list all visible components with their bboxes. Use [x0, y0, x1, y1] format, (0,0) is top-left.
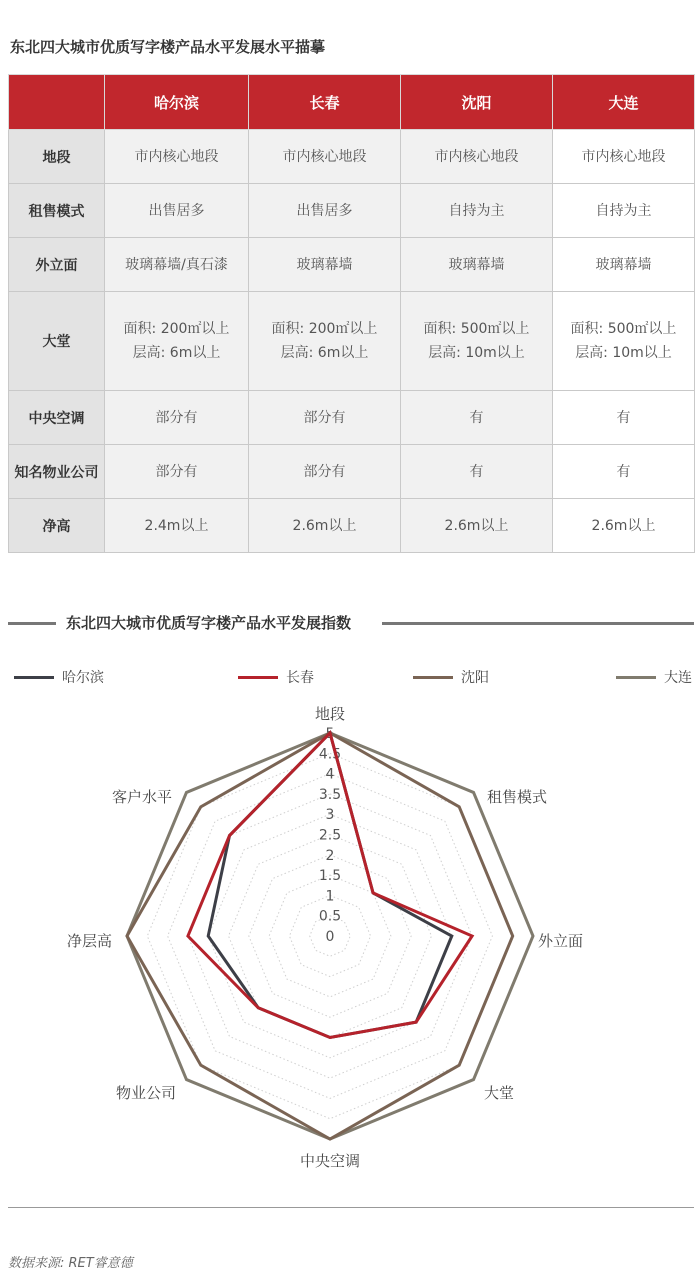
category-label: 客户水平	[111, 788, 172, 806]
table-cell	[249, 292, 401, 391]
table-row	[9, 499, 695, 553]
category-label: 中央空调	[299, 1152, 361, 1170]
column-header: 哈尔滨	[105, 75, 249, 130]
table-cell	[249, 130, 401, 184]
cell-text: 部分有	[303, 463, 346, 480]
table-row	[9, 130, 695, 184]
cell-text: 玻璃幕墙	[448, 256, 505, 273]
cell-text: 层高: 10m以上	[428, 345, 525, 361]
cell-text: 市内核心地段	[282, 148, 367, 165]
column-header: 沈阳	[401, 75, 553, 130]
table-cell	[249, 184, 401, 238]
table-cell	[105, 499, 249, 553]
tick-label: 3.5	[318, 786, 342, 803]
row-header: 外立面	[9, 238, 105, 292]
row-header: 大堂	[9, 292, 105, 391]
tick-label: 0	[325, 929, 335, 945]
cell-text: 部分有	[303, 409, 346, 426]
cell-text: 部分有	[155, 463, 198, 480]
category-label: 地段	[314, 705, 346, 723]
table-cell	[249, 391, 401, 445]
table-cell	[401, 499, 553, 553]
tick-label: 4.5	[318, 746, 342, 763]
cell-text: 市内核心地段	[134, 148, 219, 165]
cell-text: 2.6m以上	[292, 517, 357, 534]
tick-label: 1	[325, 888, 335, 905]
table-row	[9, 292, 695, 391]
radar-chart	[0, 690, 700, 1180]
chart-legend	[0, 667, 700, 687]
legend-swatch	[14, 676, 54, 679]
cell-text: 有	[469, 463, 484, 480]
legend-label: 哈尔滨	[62, 670, 104, 686]
table-cell	[553, 292, 695, 391]
legend-label: 沈阳	[461, 670, 489, 686]
table-cell	[105, 130, 249, 184]
cell-text: 自持为主	[448, 202, 505, 219]
tick-label: 0.5	[318, 908, 342, 925]
cell-text: 面积: 200㎡以上	[123, 321, 230, 337]
cell-text: 有	[616, 409, 631, 426]
table-row	[9, 238, 695, 292]
cell-text: 玻璃幕墙/真石漆	[125, 256, 228, 273]
row-header: 净高	[9, 499, 105, 553]
cell-text: 市内核心地段	[434, 148, 519, 165]
table-body	[9, 130, 695, 553]
table-corner-cell	[9, 75, 105, 130]
tick-label: 1.5	[318, 868, 342, 885]
table-cell	[401, 391, 553, 445]
chart-section-header	[8, 612, 694, 634]
table-row	[9, 184, 695, 238]
table-cell	[401, 445, 553, 499]
tick-label: 2	[325, 847, 335, 864]
cell-text: 2.6m以上	[591, 517, 656, 534]
cell-text: 层高: 6m以上	[280, 345, 369, 361]
cell-text: 面积: 200㎡以上	[271, 321, 378, 337]
cell-text: 层高: 10m以上	[575, 345, 672, 361]
cell-text: 面积: 500㎡以上	[423, 321, 530, 337]
category-label: 物业公司	[115, 1084, 176, 1102]
cell-text: 玻璃幕墙	[595, 256, 652, 273]
row-header: 地段	[9, 130, 105, 184]
legend-swatch	[413, 676, 453, 679]
row-header: 租售模式	[9, 184, 105, 238]
table-cell	[553, 391, 695, 445]
data-source-note: 数据来源: RET睿意德	[8, 1256, 133, 1271]
table-cell	[401, 184, 553, 238]
cell-text: 部分有	[155, 409, 198, 426]
cell-text: 有	[469, 409, 484, 426]
table-cell	[553, 445, 695, 499]
cell-text: 市内核心地段	[581, 148, 666, 165]
table-cell	[105, 445, 249, 499]
legend-label: 长春	[286, 670, 314, 686]
table-cell	[105, 238, 249, 292]
column-header: 长春	[249, 75, 401, 130]
table-cell	[249, 445, 401, 499]
category-label: 大堂	[484, 1084, 515, 1102]
table-cell	[105, 292, 249, 391]
bottom-divider	[8, 1207, 694, 1208]
cell-text: 2.4m以上	[144, 517, 209, 534]
row-header: 知名物业公司	[9, 445, 105, 499]
cell-text: 出售居多	[148, 202, 205, 219]
table-cell	[105, 391, 249, 445]
table-cell	[249, 499, 401, 553]
table-cell	[553, 130, 695, 184]
table-cell	[401, 238, 553, 292]
cell-text: 玻璃幕墙	[296, 256, 353, 273]
table-cell	[105, 184, 249, 238]
comparison-table	[8, 74, 695, 553]
document-title: 东北四大城市优质写字楼产品水平发展水平描摹	[10, 38, 326, 56]
cell-text: 自持为主	[595, 202, 652, 219]
column-header: 大连	[553, 75, 695, 130]
table-row	[9, 445, 695, 499]
section-divider-left	[8, 622, 56, 625]
table-row	[9, 391, 695, 445]
cell-text: 出售居多	[296, 202, 353, 219]
cell-text: 2.6m以上	[444, 517, 509, 534]
legend-swatch	[238, 676, 278, 679]
table-cell	[553, 184, 695, 238]
cell-text: 有	[616, 463, 631, 480]
row-header: 中央空调	[9, 391, 105, 445]
tick-label: 5	[325, 726, 335, 742]
category-label: 净层高	[66, 932, 112, 950]
category-label: 租售模式	[487, 788, 548, 806]
table-cell	[553, 238, 695, 292]
tick-label: 2.5	[318, 827, 342, 844]
table-cell	[553, 499, 695, 553]
category-label: 外立面	[538, 932, 584, 950]
table-header-row	[9, 75, 695, 130]
table-cell	[249, 238, 401, 292]
tick-label: 3	[325, 807, 335, 824]
table-cell	[401, 292, 553, 391]
cell-text: 面积: 500㎡以上	[570, 321, 677, 337]
cell-text: 层高: 6m以上	[132, 345, 221, 361]
chart-title: 东北四大城市优质写字楼产品水平发展指数	[66, 614, 352, 632]
tick-label: 4	[325, 766, 335, 783]
section-divider-right	[382, 622, 694, 625]
legend-label: 大连	[664, 670, 692, 686]
table-cell	[401, 130, 553, 184]
legend-swatch	[616, 676, 656, 679]
